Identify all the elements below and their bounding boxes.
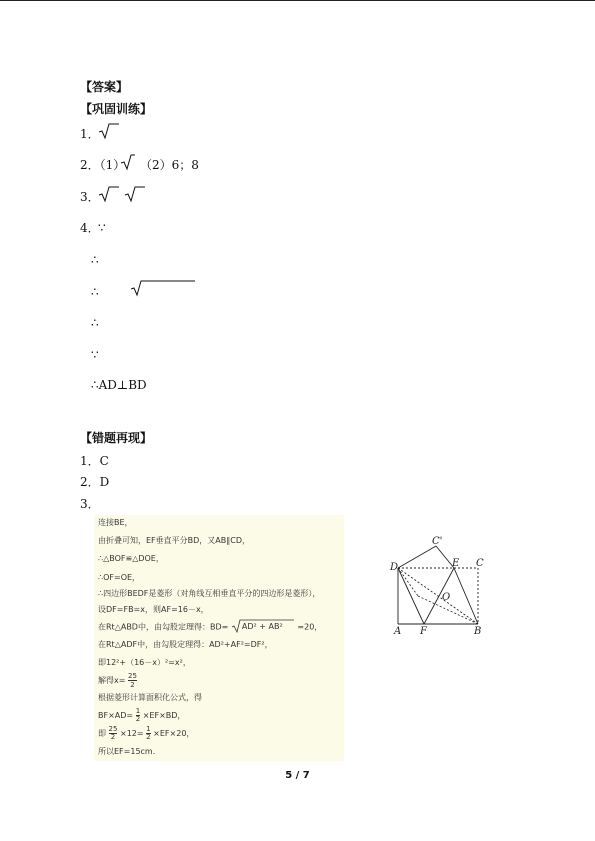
conclusion: ∴AD⊥BD bbox=[91, 378, 147, 392]
because-symbol: ∵ bbox=[98, 221, 106, 235]
label-d: D bbox=[390, 562, 399, 573]
segment-dc-prime bbox=[398, 546, 436, 568]
solution-text: ×EF×20， bbox=[153, 729, 195, 738]
item-2-part-2: （2）6；8 bbox=[140, 158, 199, 172]
answer-heading: 【答案】 bbox=[80, 80, 129, 94]
solution-text: 在Rt△ABD中，由勾股定理得：BD= bbox=[98, 622, 229, 632]
sqrt-symbol bbox=[98, 185, 120, 203]
sqrt-symbol bbox=[120, 153, 136, 171]
solution-panel bbox=[94, 515, 344, 761]
sqrt-symbol bbox=[124, 185, 146, 203]
fraction-denominator: 2 bbox=[110, 733, 116, 741]
item-2-part-1: 2．（1） bbox=[80, 158, 126, 172]
geometry-figure bbox=[388, 536, 488, 642]
label-e: E bbox=[452, 558, 460, 569]
wrong-heading: 【错题再现】 bbox=[80, 431, 153, 445]
solution-line bbox=[98, 672, 137, 689]
therefore-symbol: ∴ bbox=[91, 316, 99, 330]
solution-text: 解得x= bbox=[98, 676, 126, 685]
label-c-prime: C' bbox=[432, 536, 443, 547]
wrong-item-3: 3． bbox=[80, 497, 100, 511]
solution-text: ×EF×BD， bbox=[142, 711, 186, 720]
solution-text: BF×AD= bbox=[98, 711, 134, 720]
solution-line: 设DF=FB=x，则AF=16－x， bbox=[98, 605, 209, 614]
label-f: F bbox=[420, 626, 427, 637]
solution-line: ∴△BOF≌△DOE， bbox=[98, 554, 164, 563]
top-rule bbox=[0, 0, 595, 1]
label-b: B bbox=[474, 626, 482, 637]
sqrt-symbol bbox=[98, 122, 120, 140]
fraction-denominator: 2 bbox=[130, 681, 135, 689]
fraction-denominator: 2 bbox=[146, 733, 151, 741]
fraction-denominator: 2 bbox=[135, 715, 141, 723]
sqrt-radicand: AD² + AB² bbox=[241, 622, 283, 631]
solution-line: 即12²+（16－x）²=x²， bbox=[98, 658, 191, 667]
solution-line bbox=[98, 622, 322, 633]
solution-line: 根据菱形计算面积化公式，得 bbox=[98, 693, 202, 702]
solution-line bbox=[98, 708, 185, 723]
solution-text: =20， bbox=[297, 622, 323, 632]
fraction-numerator: 25 bbox=[108, 725, 118, 733]
fraction-numerator: 1 bbox=[135, 707, 141, 715]
label-a: A bbox=[394, 626, 402, 637]
solution-line: 所以EF=15cm． bbox=[98, 747, 161, 756]
fraction bbox=[128, 672, 137, 689]
wrong-item-2: 2．D bbox=[80, 475, 110, 489]
item-4-number: 4． bbox=[80, 221, 100, 235]
solution-text: 即 bbox=[98, 729, 106, 738]
because-symbol: ∵ bbox=[91, 348, 99, 362]
sqrt-symbol bbox=[130, 279, 196, 297]
solution-line: 连接BE， bbox=[98, 518, 133, 527]
solution-line: 在Rt△ADF中，由勾股定理得：AD²+AF²=DF²， bbox=[98, 640, 273, 649]
solution-line: ∴四边形BEDF是菱形（对角线互相垂直平分的四边形是菱形）， bbox=[98, 589, 321, 598]
solution-text: ×12= bbox=[120, 729, 144, 738]
label-o: O bbox=[442, 592, 451, 603]
fraction bbox=[146, 726, 150, 741]
segment-df bbox=[398, 568, 424, 624]
wrong-item-1: 1．C bbox=[80, 454, 109, 468]
consolidate-heading: 【巩固训练】 bbox=[80, 102, 153, 116]
item-3-number: 3． bbox=[80, 190, 100, 204]
solution-line bbox=[98, 726, 194, 741]
fraction bbox=[136, 708, 140, 723]
segment-eb bbox=[454, 568, 478, 624]
fraction bbox=[109, 726, 118, 741]
item-1-number: 1． bbox=[80, 127, 100, 141]
segment-dashed bbox=[398, 568, 418, 596]
solution-line: 由折叠可知，EF垂直平分BD，又AB∥CD， bbox=[98, 536, 251, 545]
sqrt-expression bbox=[231, 622, 295, 632]
fraction-numerator: 1 bbox=[146, 725, 151, 733]
solution-line: ∴OF=OE， bbox=[98, 573, 141, 582]
label-c: C bbox=[476, 558, 484, 569]
page-number: 5 / 7 bbox=[285, 770, 310, 781]
fraction-numerator: 25 bbox=[127, 672, 137, 680]
therefore-symbol: ∴ bbox=[91, 285, 99, 299]
therefore-symbol: ∴ bbox=[91, 253, 99, 267]
